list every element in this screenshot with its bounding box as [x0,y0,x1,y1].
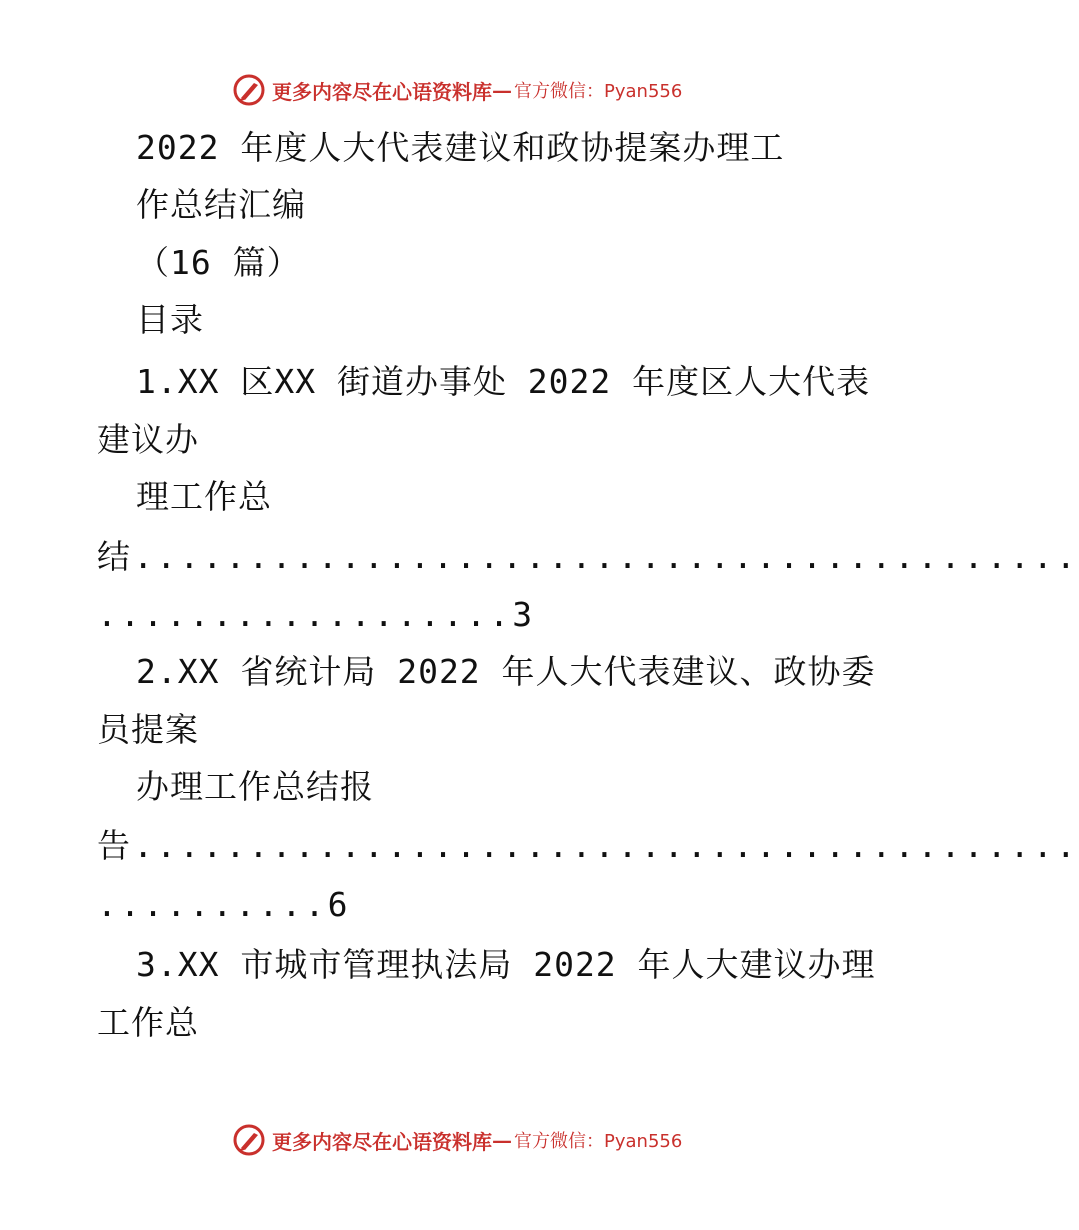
toc-entry-2-line1[interactable]: 2.XX 省统计局 2022 年人大代表建议、政协委 [136,652,876,691]
toc-entry-2-line3[interactable]: 办理工作总结报 [136,767,374,806]
toc-entry-1-line2[interactable]: 建议办 [97,420,199,459]
banner-dash: — [492,78,512,102]
toc-heading: 目录 [136,300,204,339]
banner-text: 更多内容尽在心语资料库 [272,79,492,104]
toc-entry-1-leader[interactable]: 结......................................... [97,537,1079,576]
footer-banner-dash: — [492,1128,512,1152]
toc-entry-3-line2[interactable]: 工作总 [97,1003,199,1042]
toc-entry-1-page[interactable]: ..................3 [97,595,536,634]
document-count: （16 篇） [136,243,301,282]
quill-logo-icon [232,1123,266,1157]
document-title-line1: 2022 年度人大代表建议和政协提案办理工 [136,128,785,167]
toc-entry-2-line2[interactable]: 员提案 [97,710,199,749]
toc-entry-2-leader[interactable]: 告......................................... [97,826,1079,865]
document-title-line2: 作总结汇编 [136,185,306,224]
footer-banner [232,1120,712,1160]
footer-banner-wechat: 官方微信：Pyan556 [514,1131,683,1152]
toc-entry-3-line1[interactable]: 3.XX 市城市管理执法局 2022 年人大建议办理 [136,945,876,984]
banner-wechat: 官方微信：Pyan556 [514,81,683,102]
toc-entry-2-page[interactable]: ..........6 [97,885,351,924]
toc-entry-1-line1[interactable]: 1.XX 区XX 街道办事处 2022 年度区人大代表 [136,362,871,401]
footer-banner-text: 更多内容尽在心语资料库 [272,1129,492,1154]
toc-entry-1-line3[interactable]: 理工作总 [136,477,272,516]
